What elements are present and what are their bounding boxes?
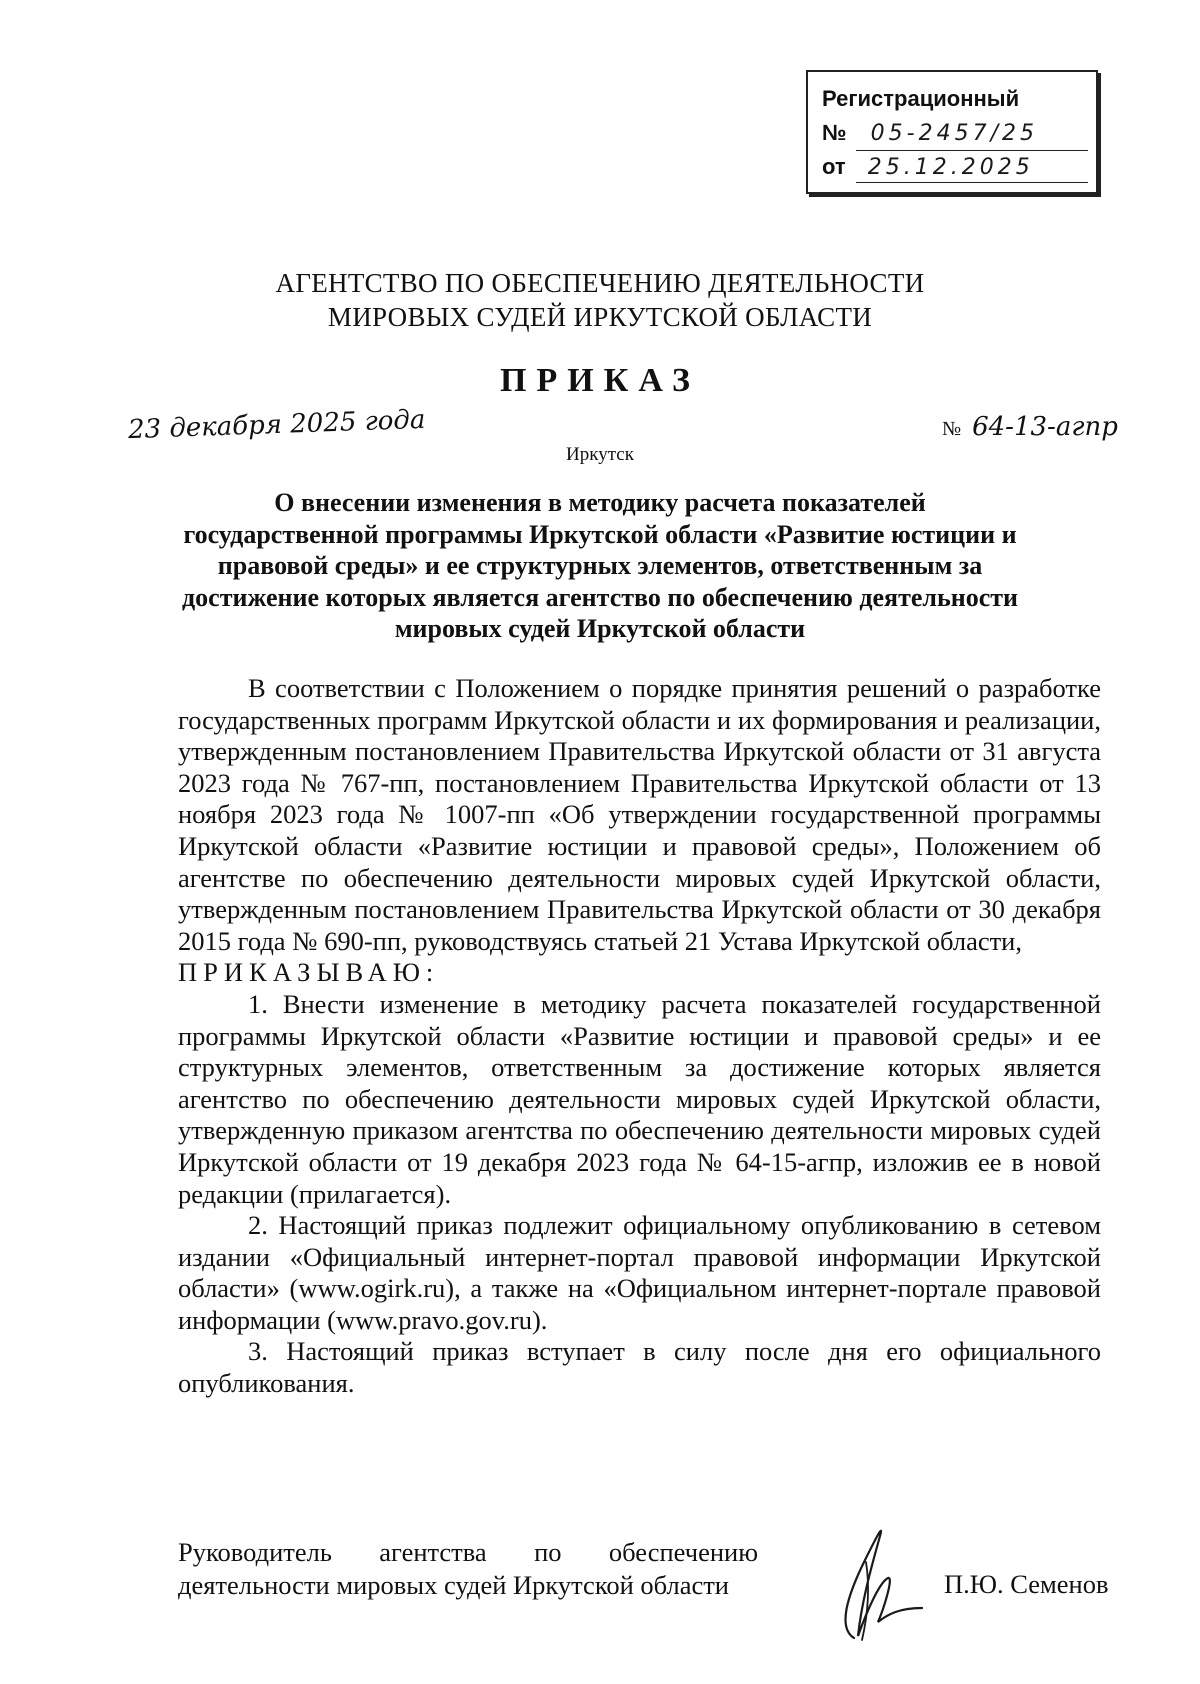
stamp-number-label: № [822,120,847,145]
agency-name-line2: МИРОВЫХ СУДЕЙ ИРКУТСКОЙ ОБЛАСТИ [327,302,873,332]
stamp-title: Регистрационный [822,86,1020,111]
signer-position-line1: Руководитель агентства по обеспечению [178,1537,758,1567]
stamp-number-value: 05-2457/25 [870,121,1038,146]
handwritten-signature [818,1518,928,1648]
order-item-2: 2. Настоящий приказ подлежит официальному опубликованию в сетевом издании «Официальный интернет-портал правовой информации Иркутской области» (www.ogirk.ru), а также на «Официальном интернет-портале правовой информации (www.pravo.gov.ru). [178,1210,1101,1335]
stamp-date-underline [856,182,1088,183]
order-date: 23 декабря 2025 года [127,404,426,446]
order-number-value: 64-13-агпр [972,412,1118,442]
agency-name-line1: АГЕНТСТВО ПО ОБЕСПЕЧЕНИЮ ДЕЯТЕЛЬНОСТИ [275,268,925,298]
order-item-3: 3. Настоящий приказ вступает в силу после дня его официального опубликования. [178,1336,1101,1399]
stamp-number-row [822,120,1038,146]
signer-position [178,1536,758,1602]
stamp-number-underline [856,150,1088,151]
stamp-date-label: от [822,154,846,179]
order-number [942,412,1118,442]
order-city: Иркутск [566,444,634,465]
order-number-label: № [942,418,962,440]
order-body [178,673,1101,1400]
decree-word: ПРИКАЗЫВАЮ: [178,957,440,988]
preamble-paragraph: В соответствии с Положением о порядке принятия решений о разработке государственных программ Иркутской области и их формирования и реализации, утвержденным постановлением Правительства Иркутской области от 31 августа 2023 года № 767-пп, постановлением Правительства Иркутской области от 13 ноября 2023 года № 1007-пп «Об утверждении государственной программы Иркутской области «Развитие юстиции и правовой среды», Положением об агентстве по обеспечению деятельности мировых судей Иркутской области, утвержденным постановлением Правительства Иркутской области от 30 декабря 2015 года № 690-пп, руководствуясь статьей 21 Устава Иркутской области, [178,673,1101,956]
stamp-date-row [822,154,1034,180]
order-item-1: 1. Внести изменение в методику расчета показателей государственной программы Иркутской области «Развитие юстиции и правовой среды» и ее структурных элементов, ответственным за достижение которых является агентство по обеспечению деятельности мировых судей Иркутской области, утвержденную приказом агентства по обеспечению деятельности мировых судей Иркутской области от 19 декабря 2023 года № 64-15-агпр, изложив ее в новой редакции (прилагается). [178,988,1101,1209]
stamp-date-value: 25.12.2025 [867,155,1034,180]
order-heading: О внесении изменения в методику расчета показателей государственной программы Иркутской области «Развитие юстиции и правовой среды» и ее структурных элементов, ответственным за достижение которых является агентство по обеспечению деятельности мировых судей Иркутской области [182,488,1018,643]
order-title: ПРИКАЗ [500,362,700,399]
signer-name: П.Ю. Семенов [944,1569,1109,1599]
signer-position-line2: деятельности мировых судей Иркутской области [178,1570,729,1600]
registration-stamp [806,70,1098,194]
